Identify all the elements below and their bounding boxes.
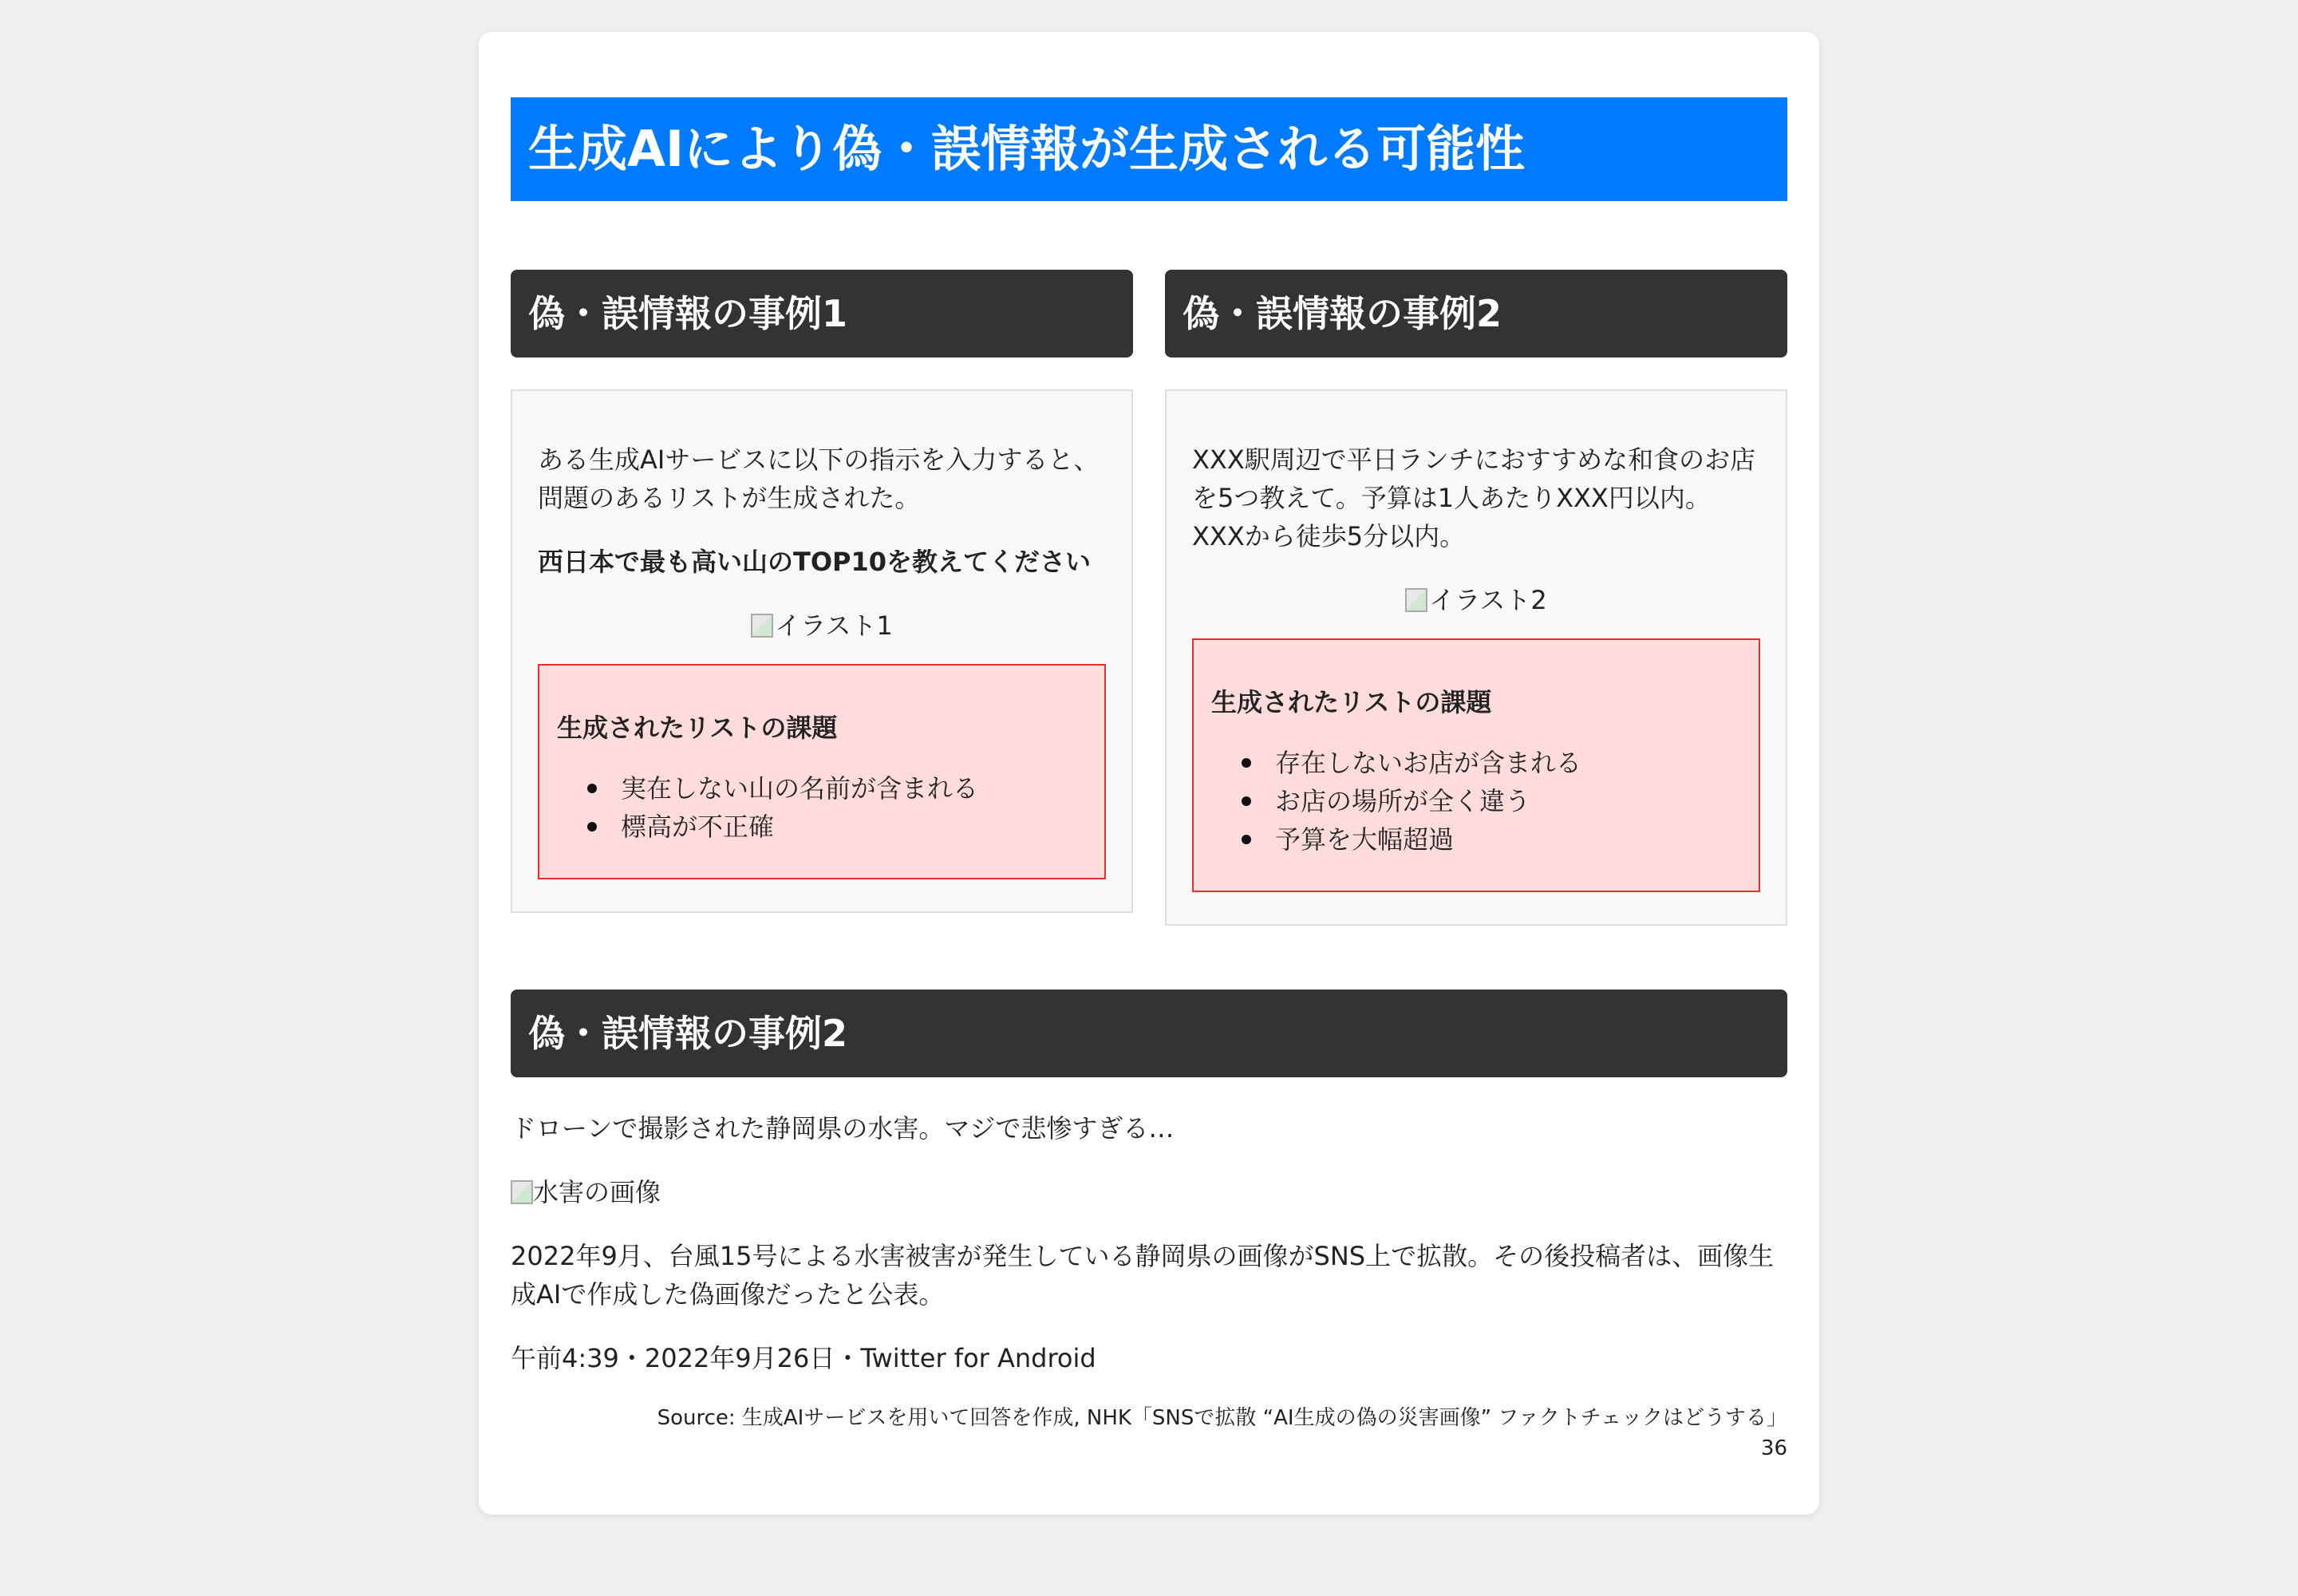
page-number: 36	[1760, 1436, 1787, 1460]
source-citation: Source: 生成AIサービスを用いて回答を作成, NHK「SNSで拡散 “AI生成の偽の災害画像” ファクトチェックはどうする」	[657, 1406, 1787, 1430]
slide	[479, 32, 1819, 1515]
case1-image-alt: イラスト1	[775, 610, 893, 641]
case2-heading: 偽・誤情報の事例2	[1165, 270, 1787, 358]
tweet-timestamp: 午前4:39・2022年9月26日・Twitter for Android	[511, 1343, 1096, 1373]
case3-heading: 偽・誤情報の事例2	[511, 990, 1787, 1077]
case1-issue-title: 生成されたリストの課題	[557, 713, 838, 743]
flood-image-alt: 水害の画像	[533, 1177, 661, 1207]
list-item: 標高が不正確	[587, 808, 1088, 846]
case2-image-alt: イラスト2	[1429, 585, 1547, 615]
case2-box	[1165, 389, 1787, 926]
case2-issue-title: 生成されたリストの課題	[1211, 687, 1492, 717]
broken-image-icon	[751, 614, 773, 638]
case1-issue-box	[538, 664, 1106, 879]
case2-intro: XXX駅周辺で平日ランチにおすすめな和食のお店を5つ教えて。予算は1人あたりXXX円以内。XXXから徒歩5分以内。	[1192, 444, 1756, 551]
case2-issue-box	[1192, 638, 1760, 892]
case1-heading: 偽・誤情報の事例1	[511, 270, 1133, 358]
case2-issue-list	[1211, 744, 1743, 859]
list-item: 予算を大幅超過	[1242, 820, 1743, 859]
case1-issue-list	[557, 769, 1088, 846]
broken-image-icon	[511, 1180, 533, 1204]
list-item: お店の場所が全く違う	[1242, 782, 1743, 820]
case1-intro: ある生成AIサービスに以下の指示を入力すると、問題のあるリストが生成された。	[538, 444, 1100, 513]
page-title: 生成AIにより偽・誤情報が生成される可能性	[511, 97, 1787, 201]
case1-illustration	[538, 606, 1106, 645]
broken-image-icon	[1405, 588, 1427, 612]
list-item: 実在しない山の名前が含まれる	[587, 769, 1088, 808]
list-item: 存在しないお店が含まれる	[1242, 744, 1743, 782]
flood-image	[511, 1173, 1787, 1211]
tweet-text: ドローンで撮影された静岡県の水害。マジで悲惨すぎる…	[511, 1113, 1175, 1144]
case3-description: 2022年9月、台風15号による水害被害が発生している静岡県の画像がSNS上で拡散。その後投稿者は、画像生成AIで作成した偽画像だったと公表。	[511, 1241, 1775, 1310]
case1-prompt: 西日本で最も高い山のTOP10を教えてください	[538, 547, 1092, 577]
case1-box	[511, 389, 1133, 913]
case2-illustration	[1192, 581, 1760, 619]
